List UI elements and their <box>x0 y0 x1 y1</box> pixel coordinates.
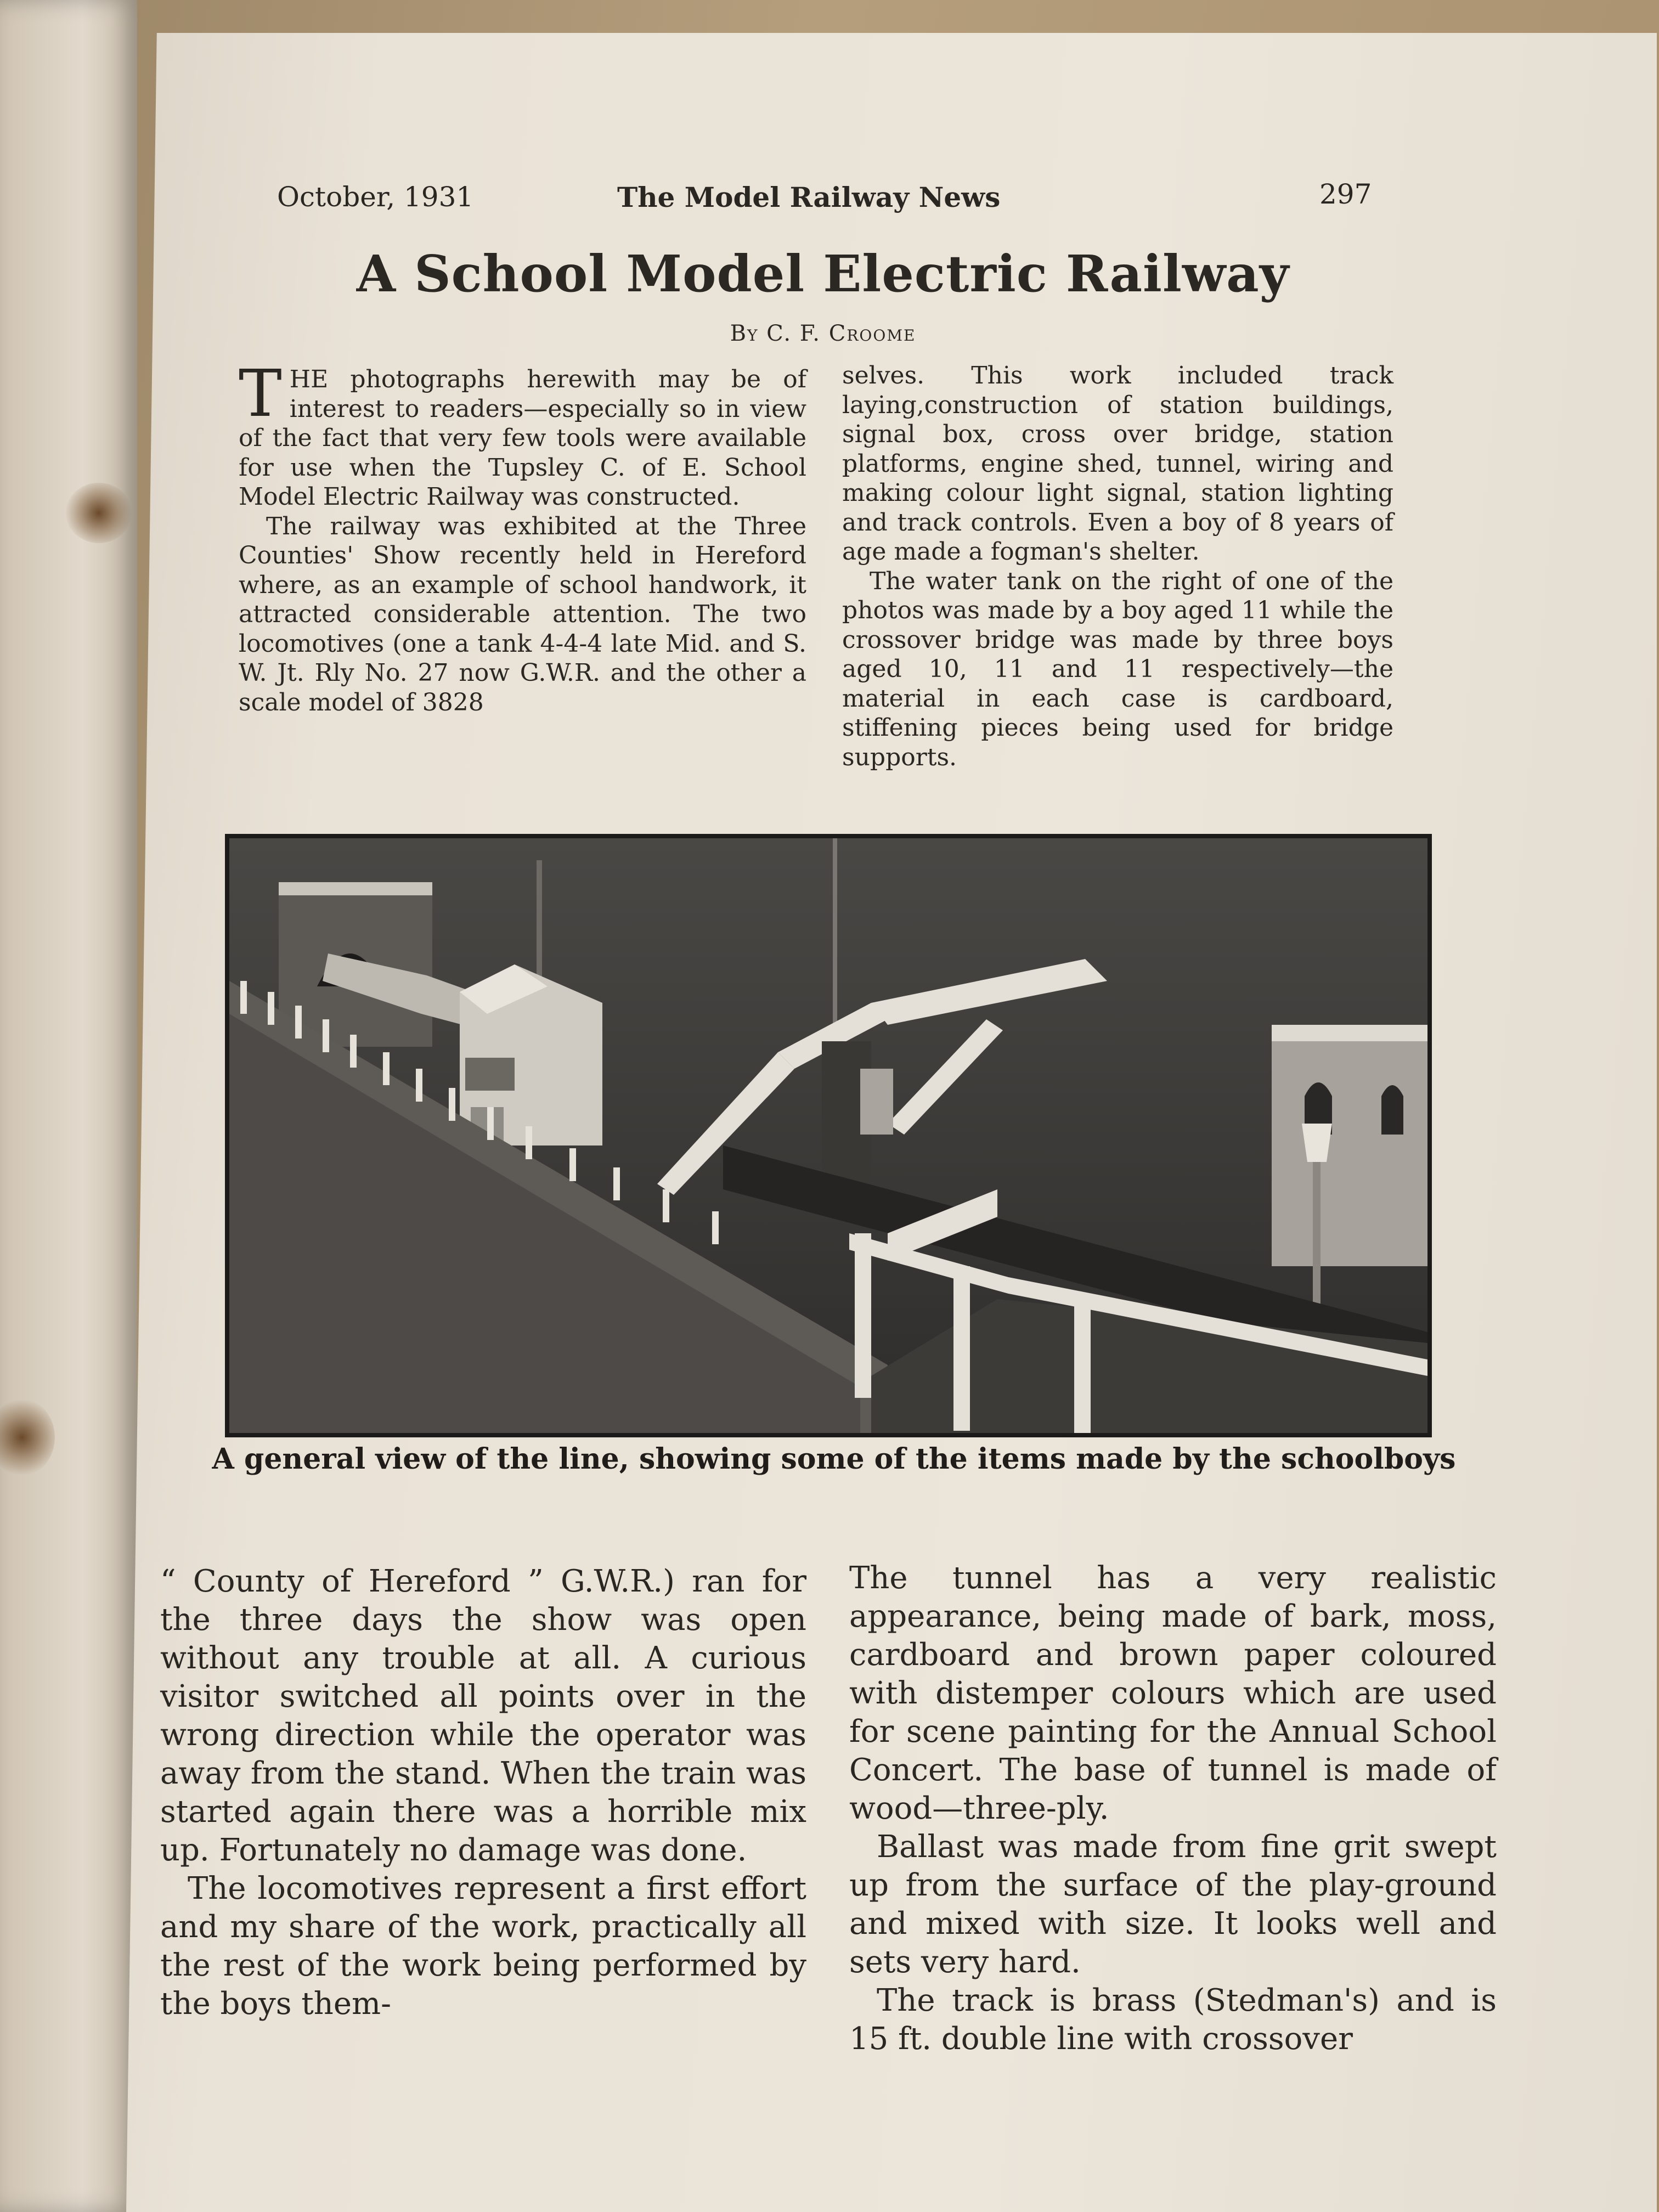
paragraph: The tunnel has a very realistic appearance, being made of bark, moss, cardboard and brown paper coloured with distemper colours which are used for scene painting for the Annual School Concert. The base of tunnel is made of wood—three-ply. <box>849 1560 1497 1826</box>
drop-cap: T <box>239 356 282 431</box>
paragraph: The water tank on the right of one of the photos was made by a boy aged 11 while the crossover bridge was made by three boys aged 10, 11 and 11 respectively—the material in each case is cardboard, stiffening pieces being used for bridge supports. <box>842 567 1393 771</box>
column-bottom-left <box>160 1562 806 2023</box>
facing-page-edge <box>0 0 137 2212</box>
paragraph: The track is brass (Stedman's) and is 15 ft. double line with crossover <box>849 1983 1497 2057</box>
photo-caption: A general view of the line, showing some of the items made by the schoolboys <box>212 1442 1456 1476</box>
issue-date: October, 1931 <box>277 181 474 213</box>
article-title: A School Model Electric Railway <box>356 244 1290 303</box>
paragraph <box>239 356 806 512</box>
rust-stain <box>66 483 132 543</box>
paragraph: The railway was exhibited at the Three Counties' Show recently held in Hereford where, as an example of school handwork, it attracted considerable attention. The two locomotives (one a tank 4-4-4 late Mid. and S. W. Jt. Rly No. 27 now G.W.R. and the other a scale model of 3828 <box>239 512 806 716</box>
station-building <box>1272 1025 1427 1266</box>
column-bottom-right <box>849 1559 1497 2058</box>
column-top-left <box>239 356 806 717</box>
page-number: 297 <box>1319 178 1372 210</box>
article-byline: By C. F. Croome <box>730 321 916 346</box>
publication-name: The Model Railway News <box>617 181 1001 213</box>
paragraph: Ballast was made from fine grit swept up from the surface of the play-ground and mixed with size. It looks well and sets very hard. <box>849 1829 1497 1980</box>
railway-photograph <box>225 834 1432 1437</box>
paragraph: The locomotives represent a first effort and my share of the work, practically all the rest of the work being performed by the boys them- <box>160 1871 806 2022</box>
paragraph: selves. This work included track laying,construction of station buildings, signal box, cross over bridge, station platforms, engine shed, tunnel, wiring and making colour light signal, station lighting and track controls. Even a boy of 8 years of age made a fogman's shelter. <box>842 362 1393 566</box>
column-top-right <box>842 361 1393 772</box>
paragraph-text: HE photographs herewith may be of interest to readers—especially so in view of the fact that very few tools were available for use when the Tupsley C. of E. School Model Electric Railway was constructed. <box>239 365 806 511</box>
photo-illustration <box>229 838 1427 1433</box>
paragraph: “ County of Hereford ” G.W.R.) ran for the three days the show was open without any trouble at all. A curious visitor switched all points over in the wrong direction while the operator was away from the stand. When the train was started again there was a horrible mix up. Fortunately no damage was done. <box>160 1564 806 1868</box>
